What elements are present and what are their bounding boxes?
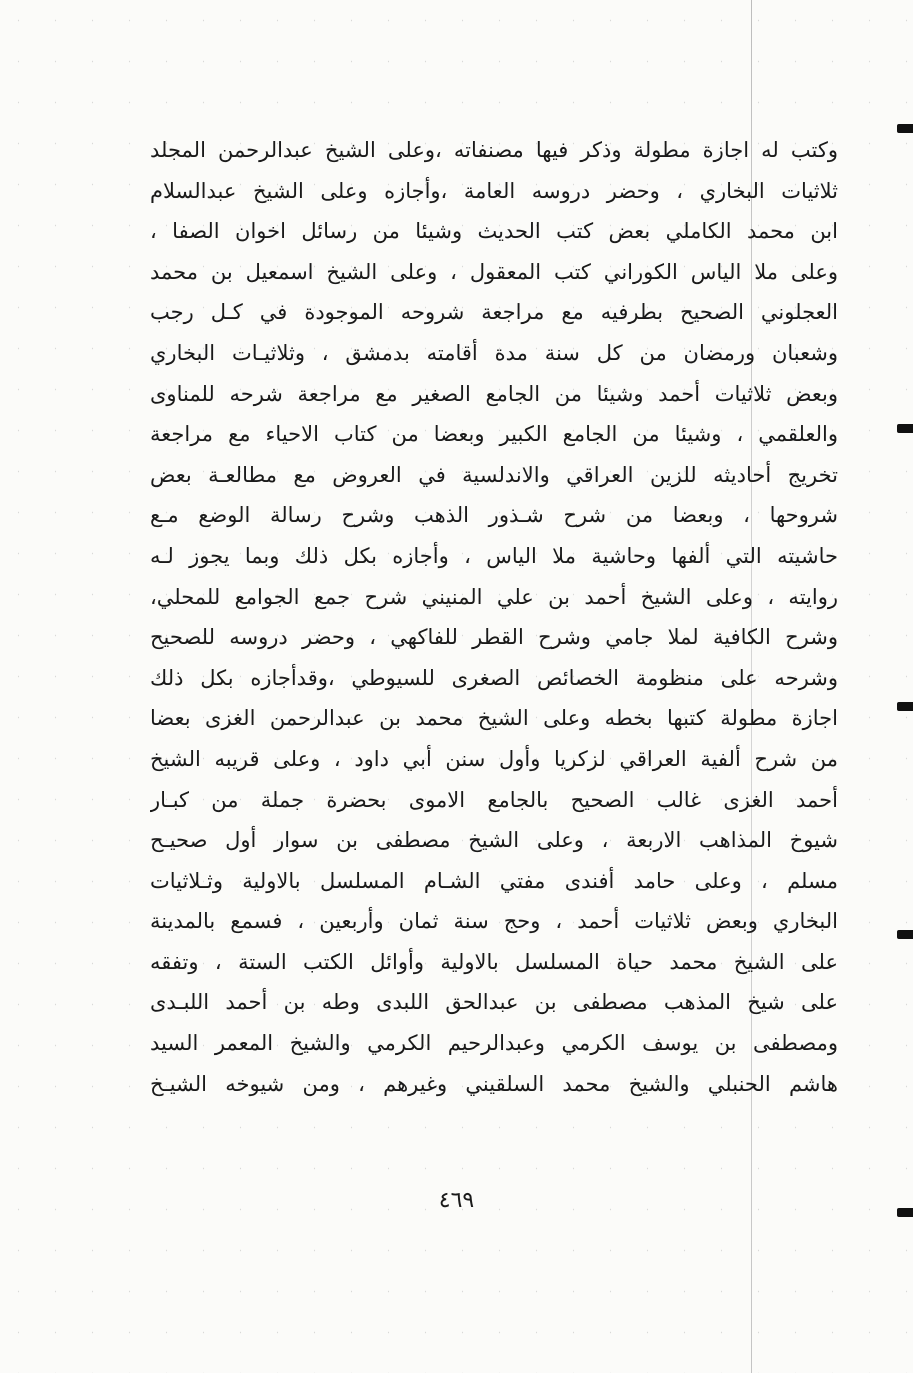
edge-mark bbox=[897, 424, 913, 433]
text-line: حاشيته التي ألفها وحاشية ملا الياس ، وأجازه بكل ذلك وبما يجوز لـه bbox=[150, 543, 838, 568]
edge-mark bbox=[897, 930, 913, 939]
text-line: وشعبان ورمضان من كل سنة مدة أقامته بدمشق ، وثلاثيـات البخاري bbox=[150, 340, 838, 365]
text-line: ابن محمد الكاملي بعض كتب الحديث وشيئا من رسائل اخوان الصفا ، bbox=[150, 219, 838, 244]
text-line: ومصطفى بن يوسف الكرمي وعبدالرحيم الكرمي والشيخ المعمر السيد bbox=[150, 1031, 838, 1056]
edge-mark bbox=[897, 702, 913, 711]
text-line: والعلقمي ، وشيئا من الجامع الكبير وبعضا من كتاب الاحياء مع مراجعة bbox=[150, 422, 838, 447]
text-line: وعلى ملا الياس الكوراني كتب المعقول ، وعلى الشيخ اسمعيل بن محمد bbox=[150, 259, 838, 284]
text-line: من شرح ألفية العراقي لزكريا وأول سنن أبي داود ، وعلى قريبه الشيخ bbox=[150, 746, 838, 771]
text-line: وشرحه على منظومة الخصائص الصغرى للسيوطي ،وقدأجازه بكل ذلك bbox=[150, 665, 838, 690]
text-line: شيوخ المذاهب الاربعة ، وعلى الشيخ مصطفى بن سوار أول صحيـح bbox=[150, 828, 838, 853]
text-line: تخريج أحاديثه للزين العراقي والاندلسية في العروض مع مطالعـة بعض bbox=[150, 462, 838, 487]
text-line: روايته ، وعلى الشيخ أحمد بن علي المنيني شرح جمع الجوامع للمحلي، bbox=[150, 584, 838, 609]
text-line: أحمد الغزى غالب الصحيح بالجامع الاموى بحضرة جملة من كبـار bbox=[150, 787, 838, 812]
text-line: ثلاثيات البخاري ، وحضر دروسه العامة ،وأجازه وعلى الشيخ عبدالسلام bbox=[150, 178, 838, 203]
edge-mark bbox=[897, 124, 913, 133]
text-line: شروحها ، وبعضا من شرح شـذور الذهب وشرح رسالة الوضع مـع bbox=[150, 503, 838, 528]
text-line: على شيخ المذهب مصطفى بن عبدالحق اللبدى وطه بن أحمد اللبـدى bbox=[150, 990, 838, 1015]
page-number: ٤٦٩ bbox=[438, 1188, 475, 1213]
text-line: وكتب له اجازة مطولة وذكر فيها مصنفاته ،وعلى الشيخ عبدالرحمن المجلد bbox=[150, 138, 838, 162]
text-line: البخاري وبعض ثلاثيات أحمد ، وحج سنة ثمان وأربعين ، فسمع بالمدينة bbox=[150, 909, 838, 934]
text-line: هاشم الحنبلي والشيخ محمد السلقيني وغيرهم ، ومن شيوخه الشيـخ bbox=[150, 1071, 838, 1096]
text-line: مسلم ، وعلى حامد أفندى مفتي الشـام المسلسل بالاولية وثـلاثيات bbox=[150, 868, 838, 893]
body-text bbox=[150, 130, 838, 1104]
text-line: وشرح الكافية لملا جامي وشرح القطر للفاكهي ، وحضر دروسه للصحيح bbox=[150, 625, 838, 650]
text-line: العجلوني الصحيح بطرفيه مع مراجعة شروحه الموجودة في كـل رجب bbox=[150, 300, 838, 325]
text-line: وبعض ثلاثيات أحمد وشيئا من الجامع الصغير مع مراجعة شرحه للمناوى bbox=[150, 381, 838, 406]
text-line: على الشيخ محمد حياة المسلسل بالاولية وأوائل الكتب الستة ، وتفقه bbox=[150, 949, 838, 974]
text-line: اجازة مطولة كتبها بخطه وعلى الشيخ محمد بن عبدالرحمن الغزى بعضا bbox=[150, 706, 838, 731]
